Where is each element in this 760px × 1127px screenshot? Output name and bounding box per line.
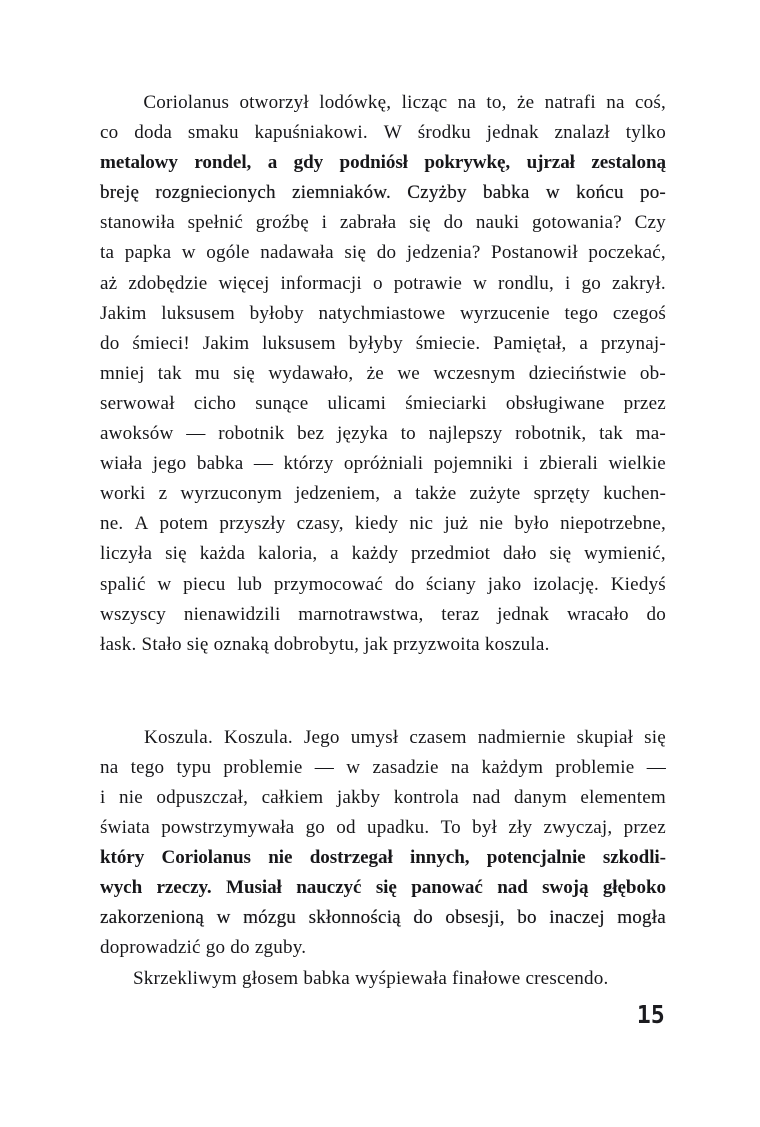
word: Jakim bbox=[202, 332, 250, 354]
text-line bbox=[100, 964, 666, 994]
word: spalić bbox=[100, 573, 146, 595]
word: robotnik, bbox=[515, 423, 587, 445]
word: jakby bbox=[336, 786, 381, 808]
word: w bbox=[545, 182, 560, 204]
word: tak bbox=[157, 362, 182, 384]
word: a bbox=[267, 152, 278, 174]
text-line bbox=[100, 783, 666, 813]
word: — bbox=[646, 756, 666, 778]
word: nie bbox=[479, 513, 504, 535]
word: A bbox=[134, 513, 149, 535]
word: tego bbox=[130, 756, 165, 778]
word: mogła bbox=[617, 907, 666, 929]
word: gotowania? bbox=[531, 212, 622, 234]
word: który bbox=[100, 847, 145, 869]
word: potem bbox=[159, 513, 209, 535]
word: babka bbox=[196, 453, 244, 475]
word: nie bbox=[118, 786, 143, 808]
word: lodówkę, bbox=[319, 92, 392, 113]
word: o bbox=[372, 272, 383, 294]
text-line bbox=[100, 723, 666, 753]
word: upadku. bbox=[367, 817, 430, 839]
word: — bbox=[253, 453, 274, 475]
word: Jakim bbox=[100, 302, 147, 324]
word: że bbox=[366, 362, 384, 384]
word: czasy, bbox=[296, 513, 344, 535]
word: nienawidzili bbox=[183, 603, 281, 625]
word: nad bbox=[497, 877, 528, 899]
word: się bbox=[375, 877, 397, 899]
word: zabrała bbox=[339, 212, 397, 234]
word: groźbę bbox=[255, 212, 309, 234]
text-line bbox=[100, 539, 666, 569]
word: gdy bbox=[293, 152, 324, 174]
text-line bbox=[100, 753, 666, 783]
word: już bbox=[444, 513, 469, 535]
word: zasadzie bbox=[372, 756, 439, 778]
word: przez bbox=[623, 817, 666, 839]
text-line bbox=[100, 148, 666, 178]
word: wielkie bbox=[608, 453, 666, 475]
first-line-indent bbox=[100, 723, 133, 753]
word: Postanowił bbox=[491, 242, 578, 264]
word: umysł bbox=[350, 726, 399, 748]
word: i bbox=[100, 786, 106, 808]
text-line bbox=[100, 843, 666, 873]
word: na bbox=[450, 756, 470, 778]
word: niepotrzebne, bbox=[560, 513, 666, 535]
word: kaloria, bbox=[258, 543, 318, 565]
word: mu bbox=[195, 362, 220, 384]
word: do bbox=[443, 212, 464, 234]
word: to bbox=[400, 423, 416, 445]
word: zakrył. bbox=[612, 272, 666, 294]
word: jedzeniem, bbox=[295, 483, 381, 505]
word: byłyby bbox=[348, 332, 403, 354]
word: — bbox=[314, 756, 335, 778]
word: cicho bbox=[193, 392, 237, 414]
word: Koszula. bbox=[144, 726, 213, 748]
text-line bbox=[100, 269, 666, 299]
word: nic bbox=[409, 513, 434, 535]
word: wymienić, bbox=[584, 543, 666, 565]
word: Kiedyś bbox=[610, 573, 666, 595]
word: problemie bbox=[555, 756, 635, 778]
word: się bbox=[344, 242, 367, 264]
word: doda bbox=[134, 122, 173, 144]
word: To bbox=[440, 817, 461, 839]
word: szkodli- bbox=[602, 847, 666, 869]
word: ulicami bbox=[327, 392, 387, 414]
word: w bbox=[216, 907, 231, 929]
page-number: 15 bbox=[636, 1000, 665, 1029]
word: śmiecie. bbox=[415, 332, 481, 354]
word: spełnić bbox=[187, 212, 244, 234]
word: wych bbox=[100, 877, 143, 899]
word: było bbox=[514, 513, 550, 535]
word: izolację. bbox=[533, 573, 599, 595]
word: opróżniali bbox=[343, 453, 424, 475]
word: obsługiwane bbox=[505, 392, 605, 414]
text-line bbox=[100, 873, 666, 903]
word: kiedy bbox=[354, 513, 399, 535]
word: po- bbox=[639, 182, 666, 204]
word: smaku bbox=[187, 122, 239, 144]
word: Koszula. bbox=[223, 726, 293, 748]
word: całkiem bbox=[261, 786, 324, 808]
word: do bbox=[646, 603, 666, 625]
word: nadawała bbox=[260, 242, 334, 264]
word: rondlu, bbox=[498, 272, 555, 294]
word: Czy bbox=[634, 212, 666, 234]
word: jednak bbox=[486, 122, 539, 144]
word: otworzył bbox=[239, 92, 309, 113]
word: marnotrawstwa, bbox=[298, 603, 424, 625]
word: Jego bbox=[303, 726, 340, 748]
word: wyrzucenie bbox=[459, 302, 550, 324]
word: do bbox=[100, 332, 120, 354]
word: wracało bbox=[566, 603, 629, 625]
word: na bbox=[606, 92, 625, 113]
word: ob- bbox=[639, 362, 666, 384]
word: w bbox=[181, 242, 196, 264]
word: natrafi bbox=[544, 92, 596, 113]
word: zdobędzie bbox=[128, 272, 208, 294]
word: wydawało, bbox=[268, 362, 354, 384]
word: coś, bbox=[634, 92, 666, 113]
word: dostrzegał bbox=[309, 847, 393, 869]
word: przez bbox=[623, 392, 666, 414]
word: śmieci! bbox=[132, 332, 190, 354]
word: dzieciństwie bbox=[528, 362, 627, 384]
text-line bbox=[100, 903, 666, 933]
word: robotnik bbox=[218, 423, 285, 445]
word: wszyscy bbox=[100, 603, 167, 625]
word: zły bbox=[508, 817, 533, 839]
word: dało bbox=[503, 543, 537, 565]
word: we bbox=[397, 362, 420, 384]
word: pojemniki bbox=[433, 453, 513, 475]
word: świata bbox=[100, 817, 150, 839]
word: Pamiętał, bbox=[493, 332, 567, 354]
word: natychmiastowe bbox=[318, 302, 446, 324]
word: się bbox=[549, 543, 572, 565]
word: worki bbox=[100, 483, 146, 505]
word: w bbox=[157, 573, 172, 595]
word: był bbox=[472, 817, 498, 839]
word: czegoś bbox=[612, 302, 666, 324]
word: głęboko bbox=[602, 877, 666, 899]
spacer bbox=[100, 691, 666, 723]
word: Coriolanus bbox=[161, 847, 251, 869]
word: podniósł bbox=[339, 152, 408, 174]
word: w bbox=[346, 756, 361, 778]
word: informacji bbox=[280, 272, 362, 294]
word: każdym bbox=[481, 756, 544, 778]
word: więcej bbox=[218, 272, 270, 294]
word: kuchen- bbox=[603, 483, 666, 505]
word: mniej bbox=[100, 362, 145, 384]
text-line bbox=[100, 299, 666, 329]
word: a bbox=[330, 543, 339, 565]
word: jedzenia? bbox=[406, 242, 481, 264]
paragraph-2 bbox=[100, 723, 666, 964]
word: lub bbox=[237, 573, 263, 595]
word: od bbox=[336, 817, 356, 839]
word: kontrola bbox=[393, 786, 459, 808]
word: zwyczaj, bbox=[543, 817, 613, 839]
word: odpuszczał, bbox=[156, 786, 249, 808]
text-line bbox=[100, 178, 666, 208]
word: ma- bbox=[635, 423, 666, 445]
word: tak bbox=[599, 423, 623, 445]
word: serwował bbox=[100, 392, 175, 414]
word: rzeczy. bbox=[156, 877, 212, 899]
word: W bbox=[383, 122, 402, 144]
word: także bbox=[415, 483, 457, 505]
text-line bbox=[100, 630, 666, 660]
word: sunące bbox=[255, 392, 309, 414]
word: nauczyć bbox=[296, 877, 362, 899]
word: powstrzymywała bbox=[161, 817, 295, 839]
word: rozgniecionych bbox=[155, 182, 276, 204]
text-line bbox=[100, 570, 666, 600]
word: papka bbox=[124, 242, 172, 264]
word: jako bbox=[487, 573, 522, 595]
word: rondel, bbox=[194, 152, 252, 174]
word: Czyżby bbox=[407, 182, 467, 204]
word: i bbox=[523, 453, 529, 475]
word: zakorzenioną bbox=[100, 907, 205, 929]
word: się bbox=[233, 362, 255, 384]
word: kapuśniakowi. bbox=[254, 122, 368, 144]
text-line bbox=[100, 118, 666, 148]
word: ta bbox=[100, 242, 115, 264]
word: czasem bbox=[409, 726, 467, 748]
word: pokrywkę, bbox=[424, 152, 511, 174]
word: poczekać, bbox=[588, 242, 666, 264]
line-text: Skrzekliwym głosem babka wyśpiewała finałowe crescendo. bbox=[133, 967, 609, 989]
word: znalazł bbox=[554, 122, 610, 144]
word: bez bbox=[297, 423, 325, 445]
text-line bbox=[100, 449, 666, 479]
word: środku bbox=[417, 122, 471, 144]
word: — bbox=[186, 423, 206, 445]
text-line bbox=[100, 208, 666, 238]
word: liczyła bbox=[100, 543, 153, 565]
word: się bbox=[409, 212, 431, 234]
word: a bbox=[393, 483, 403, 505]
spacer bbox=[100, 994, 666, 1030]
text-line bbox=[100, 389, 666, 419]
word: go bbox=[581, 272, 602, 294]
word: ogóle bbox=[206, 242, 250, 264]
word: danym bbox=[514, 786, 567, 808]
word: przedmiot bbox=[411, 543, 491, 565]
word: wyrzuconym bbox=[180, 483, 282, 505]
text-line bbox=[100, 479, 666, 509]
word: języka bbox=[336, 423, 388, 445]
text-column bbox=[100, 88, 666, 1030]
word: potencjalnie bbox=[486, 847, 586, 869]
word: przynaj- bbox=[600, 332, 666, 354]
word: przymocować bbox=[273, 573, 384, 595]
word: końcu bbox=[576, 182, 624, 204]
word: ziemniaków. bbox=[292, 182, 391, 204]
paragraph-1 bbox=[100, 88, 666, 660]
word: obsesji, bbox=[445, 907, 505, 929]
first-line-indent bbox=[100, 88, 133, 118]
word: każdy bbox=[351, 543, 399, 565]
word: licząc bbox=[401, 92, 448, 113]
word: innych, bbox=[410, 847, 470, 869]
word: bo bbox=[517, 907, 537, 929]
word: do bbox=[394, 573, 415, 595]
word: elementem bbox=[580, 786, 666, 808]
word: najlepszy bbox=[428, 423, 503, 445]
word: mózgu bbox=[243, 907, 297, 929]
text-line bbox=[100, 600, 666, 630]
word: nie bbox=[268, 847, 293, 869]
word: go bbox=[305, 817, 326, 839]
word: którzy bbox=[283, 453, 334, 475]
word: tylko bbox=[625, 122, 666, 144]
word: Musiał bbox=[226, 877, 282, 899]
word: i bbox=[321, 212, 328, 234]
word: skupiał bbox=[576, 726, 634, 748]
word: to, bbox=[486, 92, 507, 113]
word: Coriolanus bbox=[143, 92, 230, 113]
word: do bbox=[376, 242, 397, 264]
word: potrawie bbox=[393, 272, 463, 294]
word: tego bbox=[564, 302, 599, 324]
word: nadmiernie bbox=[477, 726, 566, 748]
word: przyszły bbox=[219, 513, 286, 535]
word: ściany bbox=[426, 573, 476, 595]
word: awoksów bbox=[100, 423, 174, 445]
line-text: doprowadzić go do zguby. bbox=[100, 937, 307, 959]
word: breję bbox=[100, 182, 140, 204]
word: typu bbox=[176, 756, 212, 778]
word: piecu bbox=[183, 573, 226, 595]
word: każda bbox=[199, 543, 246, 565]
word: z bbox=[158, 483, 168, 505]
word: do bbox=[413, 907, 433, 929]
spacer bbox=[100, 660, 666, 691]
text-line bbox=[100, 419, 666, 449]
word: na bbox=[100, 756, 119, 778]
word: ujrzał bbox=[526, 152, 575, 174]
text-line bbox=[100, 813, 666, 843]
word: teraz bbox=[441, 603, 480, 625]
text-line bbox=[100, 509, 666, 539]
text-line bbox=[100, 329, 666, 359]
word: co bbox=[100, 122, 119, 144]
word: aż bbox=[100, 272, 118, 294]
word: problemie bbox=[223, 756, 303, 778]
word: ne. bbox=[100, 513, 124, 535]
word: jego bbox=[152, 453, 187, 475]
word: śmieciarki bbox=[405, 392, 487, 414]
word: luksusem bbox=[262, 332, 336, 354]
word: a bbox=[579, 332, 588, 354]
word: babka bbox=[483, 182, 530, 204]
line-text: łask. Stało się oznaką dobrobytu, jak przyzwoita koszula. bbox=[100, 633, 550, 655]
word: się bbox=[644, 726, 666, 748]
word: nauki bbox=[475, 212, 520, 234]
word: jednak bbox=[497, 603, 550, 625]
text-line bbox=[100, 238, 666, 268]
word: się bbox=[165, 543, 187, 565]
word: wiała bbox=[100, 453, 143, 475]
text-line bbox=[100, 359, 666, 389]
word: zestaloną bbox=[591, 152, 666, 174]
text-line bbox=[100, 88, 666, 118]
word: w bbox=[473, 272, 488, 294]
word: na bbox=[457, 92, 477, 113]
word: nad bbox=[472, 786, 501, 808]
word: metalowy bbox=[100, 152, 178, 174]
word: zbierali bbox=[539, 453, 598, 475]
word: zużyte bbox=[469, 483, 521, 505]
word: że bbox=[516, 92, 535, 113]
word: skłonnością bbox=[308, 907, 401, 929]
text-line bbox=[100, 933, 666, 963]
word: wczesnym bbox=[433, 362, 516, 384]
word: inaczej bbox=[549, 907, 605, 929]
word: i bbox=[565, 272, 571, 294]
word: stanowiła bbox=[100, 212, 175, 234]
paragraph-3 bbox=[100, 964, 666, 994]
word: sprzęty bbox=[533, 483, 591, 505]
word: luksusem bbox=[161, 302, 235, 324]
word: byłoby bbox=[249, 302, 304, 324]
word: swoją bbox=[542, 877, 589, 899]
word: panować bbox=[411, 877, 483, 899]
